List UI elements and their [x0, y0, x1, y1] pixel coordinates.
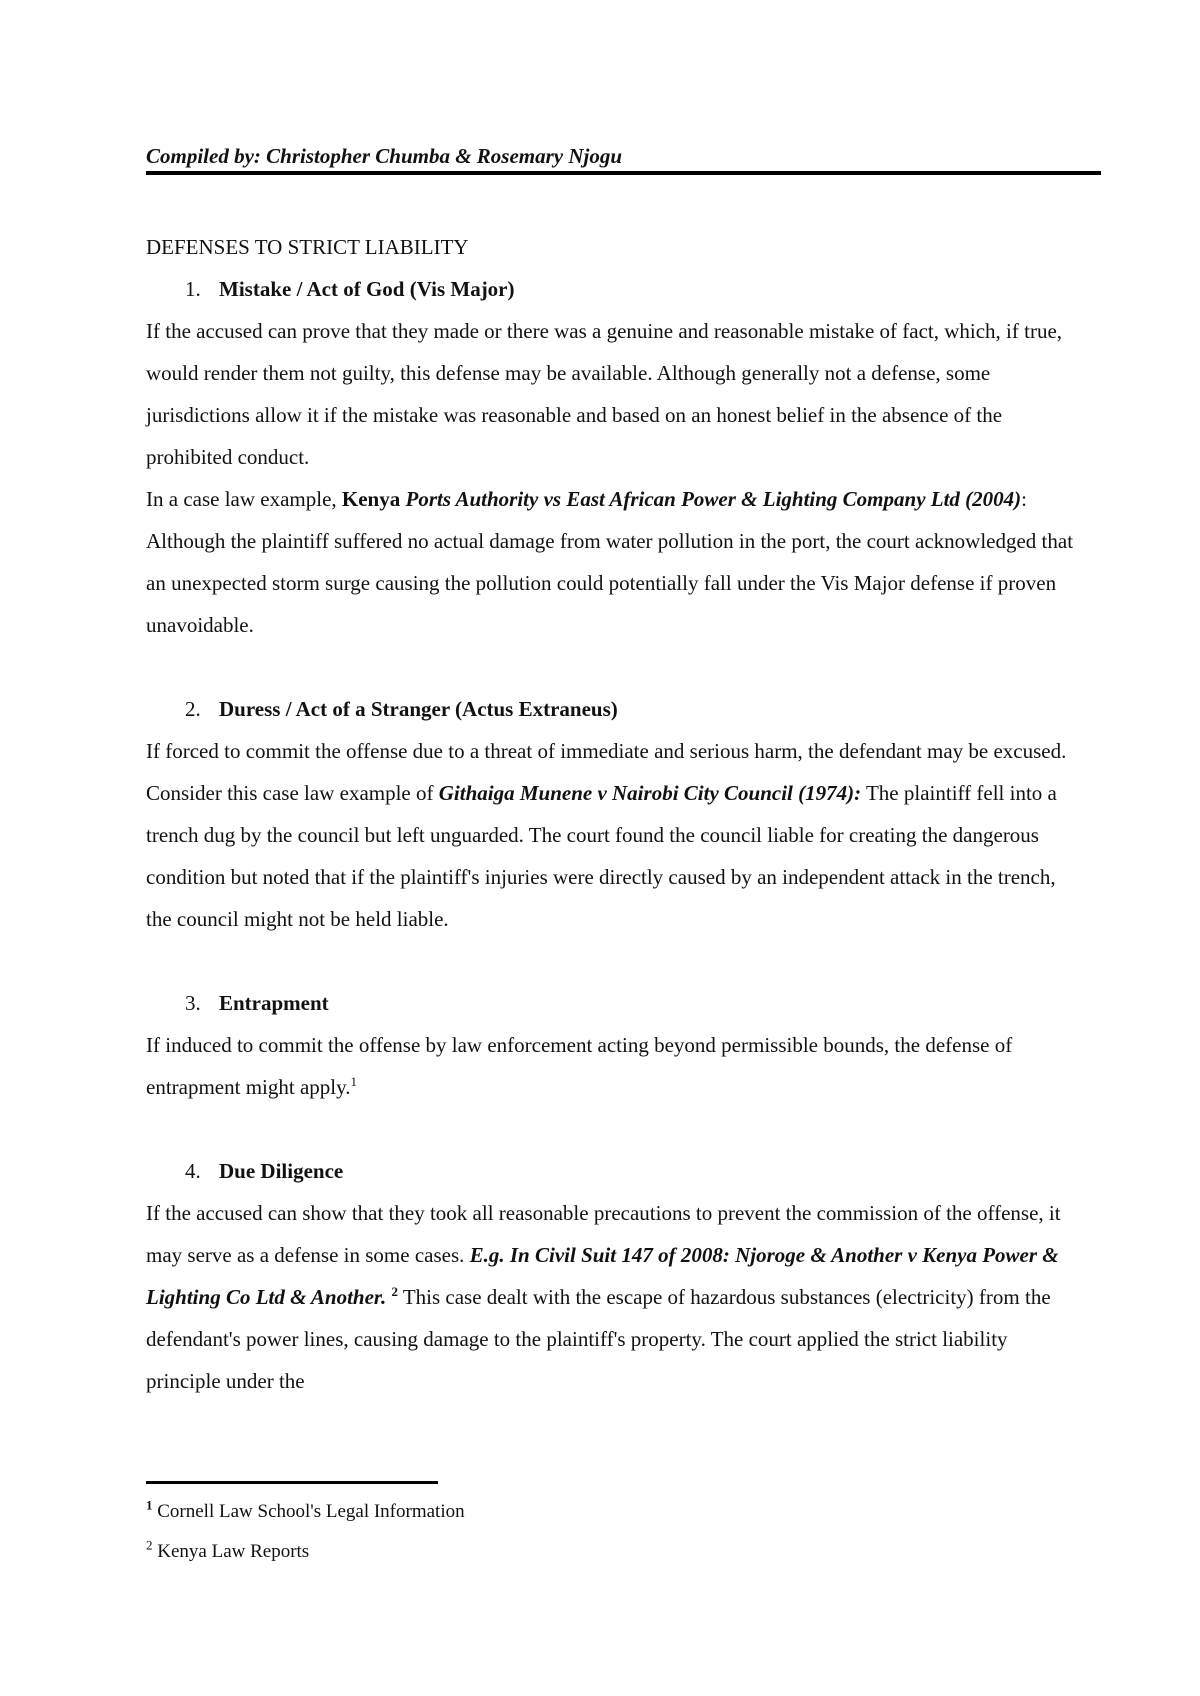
footnotes [146, 1492, 465, 1572]
case-summary: : Although the plaintiff suffered no actual damage from water pollution in the port, the court acknowledged that an unexpected storm surge causing the pollution could potentially fall under the Vis Major defense if proven unavoidable. [146, 487, 1074, 637]
section-number: 3. [185, 991, 201, 1015]
case-name: Ports Authority vs East African Power & Lighting Company Ltd (2004) [405, 487, 1022, 511]
footnote-text: Cornell Law School's Legal Information [152, 1501, 465, 1522]
document-body [146, 226, 1086, 1402]
case-intro: In a case law example, [146, 487, 342, 511]
case-summary: This case dealt with the escape of hazardous substances (electricity) from the defendant's power lines, causing damage to the plaintiff's property. The court applied the strict liability principle under the [146, 1285, 1051, 1393]
footnote-reference[interactable]: 1 [350, 1074, 358, 1089]
section-title: Mistake / Act of God (Vis Major) [219, 277, 515, 301]
compiled-by-header: Compiled by: Christopher Chumba & Rosemary Njogu [146, 144, 1101, 175]
paragraph-duress [146, 730, 1086, 940]
section-heading-entrapment [146, 982, 1086, 1024]
case-name: Githaiga Munene v Nairobi City Council (1974): [438, 781, 862, 805]
section-title: Duress / Act of a Stranger (Actus Extraneus) [219, 697, 618, 721]
paragraph-due-diligence [146, 1192, 1086, 1402]
footnote-1 [146, 1492, 465, 1532]
section-title: Entrapment [219, 991, 329, 1015]
paragraph-mistake-definition: If the accused can prove that they made or there was a genuine and reasonable mistake of fact, which, if true, would render them not guilty, this defense may be available. Although generally not a defense, some jurisdictions allow it if the mistake was reasonable and based on an honest belief in the absence of the prohibited conduct. [146, 319, 1063, 469]
footnote-separator [146, 1481, 438, 1484]
case-name-bold: Kenya [341, 487, 406, 511]
section-number: 1. [185, 277, 201, 301]
paragraph-mistake-case [146, 478, 1086, 646]
section-number: 4. [185, 1159, 201, 1183]
section-heading-mistake [146, 268, 1086, 310]
footnote-number: 1 [146, 1497, 153, 1513]
section-heading-due-diligence [146, 1150, 1086, 1192]
section-number: 2. [185, 697, 201, 721]
case-name: E.g. In Civil Suit 147 of 2008: Njoroge & Another v Kenya Power & Lighting Co Ltd & Another. [146, 1243, 1059, 1309]
footnote-2 [146, 1532, 465, 1572]
footnote-number: 2 [146, 1537, 153, 1553]
section-title: Due Diligence [219, 1159, 344, 1183]
footnote-text: Kenya Law Reports [152, 1541, 310, 1562]
case-summary: The plaintiff fell into a trench dug by the council but left unguarded. The court found the council liable for creating the dangerous condition but noted that if the plaintiff's injuries were directly caused by an independent attack in the trench, the council might not be held liable. [146, 781, 1057, 931]
footnote-reference[interactable]: 2 [391, 1284, 398, 1299]
paragraph-entrapment [146, 1024, 1086, 1108]
paragraph-text: If induced to commit the offense by law enforcement acting beyond permissible bounds, the defense of entrapment might apply. [146, 1033, 1013, 1099]
case-intro: If forced to commit the offense due to a threat of immediate and serious harm, the defendant may be excused. Consider this case law example of [146, 739, 1067, 805]
section-heading-duress [146, 688, 1086, 730]
document-title: DEFENSES TO STRICT LIABILITY [146, 235, 469, 259]
case-intro: If the accused can show that they took all reasonable precautions to prevent the commission of the offense, it may serve as a defense in some cases. [146, 1201, 1061, 1267]
